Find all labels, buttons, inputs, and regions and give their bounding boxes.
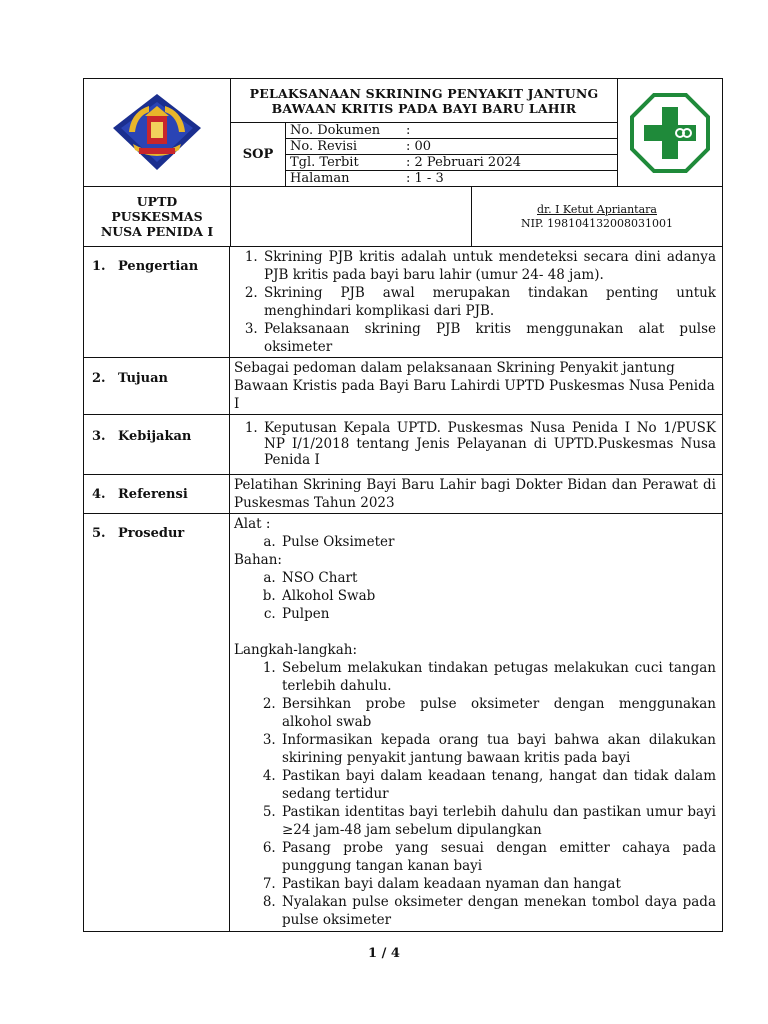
signer-name: dr. I Ketut Apriantara [537, 202, 657, 216]
langkah-list [234, 659, 716, 929]
section-number: 1. [92, 259, 106, 274]
spacer [234, 623, 716, 641]
alat-list [234, 533, 716, 551]
org-blank-cell [231, 187, 472, 246]
section-referensi [84, 475, 722, 514]
sop-block [231, 123, 617, 186]
signer-nip: NIP. 198104132008031001 [520, 216, 674, 230]
section-tujuan [84, 358, 722, 415]
list-item: a. Pulse Oksimeter [280, 533, 716, 551]
section-title: Referensi [118, 487, 188, 502]
list-item: c. Pulpen [280, 605, 716, 623]
meta-row-terbit [286, 155, 617, 171]
org-name-line: UPTD [136, 194, 178, 209]
meta-key: Halaman [290, 171, 350, 186]
section-title: Kebijakan [118, 429, 192, 444]
section-title: Pengertian [118, 259, 199, 274]
sop-label: SOP [231, 123, 286, 186]
logo-cell [84, 79, 231, 186]
section-body [230, 514, 722, 931]
org-row [84, 187, 722, 247]
title-cell [231, 79, 618, 186]
list-item: 8. Nyalakan pulse oksimeter dengan menekan tombol daya pada pulse oksimeter [280, 893, 716, 929]
section-pengertian [84, 247, 722, 358]
section-kebijakan [84, 415, 722, 475]
section-body [230, 247, 722, 357]
header-row [84, 79, 722, 187]
regional-emblem-icon [109, 92, 205, 174]
puskesmas-logo-cell [618, 79, 722, 186]
meta-row-halaman [286, 171, 617, 186]
section-title: Tujuan [118, 371, 168, 386]
list-item: 3. Informasikan kepada orang tua bayi bahwa akan dilakukan skirining penyakit jantung bawaan kritis pada bayi [280, 731, 716, 767]
section-body [230, 358, 722, 414]
org-name [84, 187, 231, 246]
section-number: 2. [92, 371, 106, 386]
bahan-list [234, 569, 716, 623]
list-item: 1. Skrining PJB kritis adalah untuk mendeteksi secara dini adanya PJB kritis pada bayi baru lahir (umur 24- 48 jam). [262, 248, 716, 284]
list-item: 2. Bersihkan probe pulse oksimeter dengan menggunakan alkohol swab [280, 695, 716, 731]
list-item: b. Alkohol Swab [280, 587, 716, 605]
meta-row-revisi [286, 139, 617, 155]
meta-value: : 2 Pebruari 2024 [406, 155, 522, 170]
list-item: 2. Skrining PJB awal merupakan tindakan penting untuk menghindari komplikasi dari PJB. [262, 284, 716, 320]
list-item: 7. Pastikan bayi dalam keadaan nyaman dan hangat [280, 875, 716, 893]
section-label [84, 358, 230, 414]
section-body [230, 475, 722, 513]
section-label [84, 415, 230, 474]
list-item: a. NSO Chart [280, 569, 716, 587]
org-name-line: NUSA PENIDA I [100, 224, 214, 239]
section-number: 3. [92, 429, 106, 444]
signature-cell [472, 187, 722, 246]
tujuan-text: Sebagai pedoman dalam pelaksanaan Skrining Penyakit jantung Bawaan Kristis pada Bayi Baru Lahirdi UPTD Puskesmas Nusa Penida I [234, 360, 715, 412]
meta-key: No. Dokumen [290, 123, 381, 138]
list-item: 6. Pasang probe yang sesuai dengan emitter cahaya pada punggung tangan kanan bayi [280, 839, 716, 875]
list-item: 1. Keputusan Kepala UPTD. Puskesmas Nusa Penida I No 1/PUSK NP I/1/2018 tentang Jenis Pelayanan di UPTD.Puskesmas Nusa Penida I [262, 420, 716, 468]
page-number: 1 / 4 [368, 946, 400, 961]
meta-value: : 00 [406, 139, 432, 154]
section-body [230, 415, 722, 474]
list-item: 4. Pastikan bayi dalam keadaan tenang, hangat dan tidak dalam sedang tertidur [280, 767, 716, 803]
section-number: 4. [92, 487, 106, 502]
section-label [84, 475, 230, 513]
section-label [84, 247, 230, 357]
referensi-text: Pelatihan Skrining Bayi Baru Lahir bagi Dokter Bidan dan Perawat di Puskesmas Tahun 2023 [234, 477, 716, 511]
section-title: Prosedur [118, 526, 185, 541]
kebijakan-list [234, 420, 716, 468]
meta-key: Tgl. Terbit [290, 155, 359, 170]
list-item: 5. Pastikan identitas bayi terlebih dahulu dan pastikan umur bayi ≥24 jam-48 jam sebelum dipulangkan [280, 803, 716, 839]
puskesmas-logo-icon [630, 93, 710, 173]
section-number: 5. [92, 526, 106, 541]
alat-label: Alat : [234, 516, 271, 532]
bahan-label: Bahan: [234, 552, 282, 568]
meta-value: : [406, 123, 411, 138]
meta-value: : 1 - 3 [406, 171, 444, 186]
meta-key: No. Revisi [290, 139, 358, 154]
langkah-label: Langkah-langkah: [234, 642, 358, 658]
org-name-line: PUSKESMAS [111, 209, 203, 224]
list-item: 3. Pelaksanaan skrining PJB kritis menggunakan alat pulse oksimeter [262, 320, 716, 356]
section-label [84, 514, 230, 931]
sop-meta-table [286, 123, 617, 186]
pengertian-list [234, 248, 716, 356]
list-item: 1. Sebelum melakukan tindakan petugas melakukan cuci tangan terlebih dahulu. [280, 659, 716, 695]
sop-document [83, 78, 723, 932]
meta-row-dokumen [286, 123, 617, 139]
document-title: PELAKSANAAN SKRINING PENYAKIT JANTUNG BAWAAN KRITIS PADA BAYI BARU LAHIR [231, 79, 617, 123]
section-prosedur [84, 514, 722, 931]
